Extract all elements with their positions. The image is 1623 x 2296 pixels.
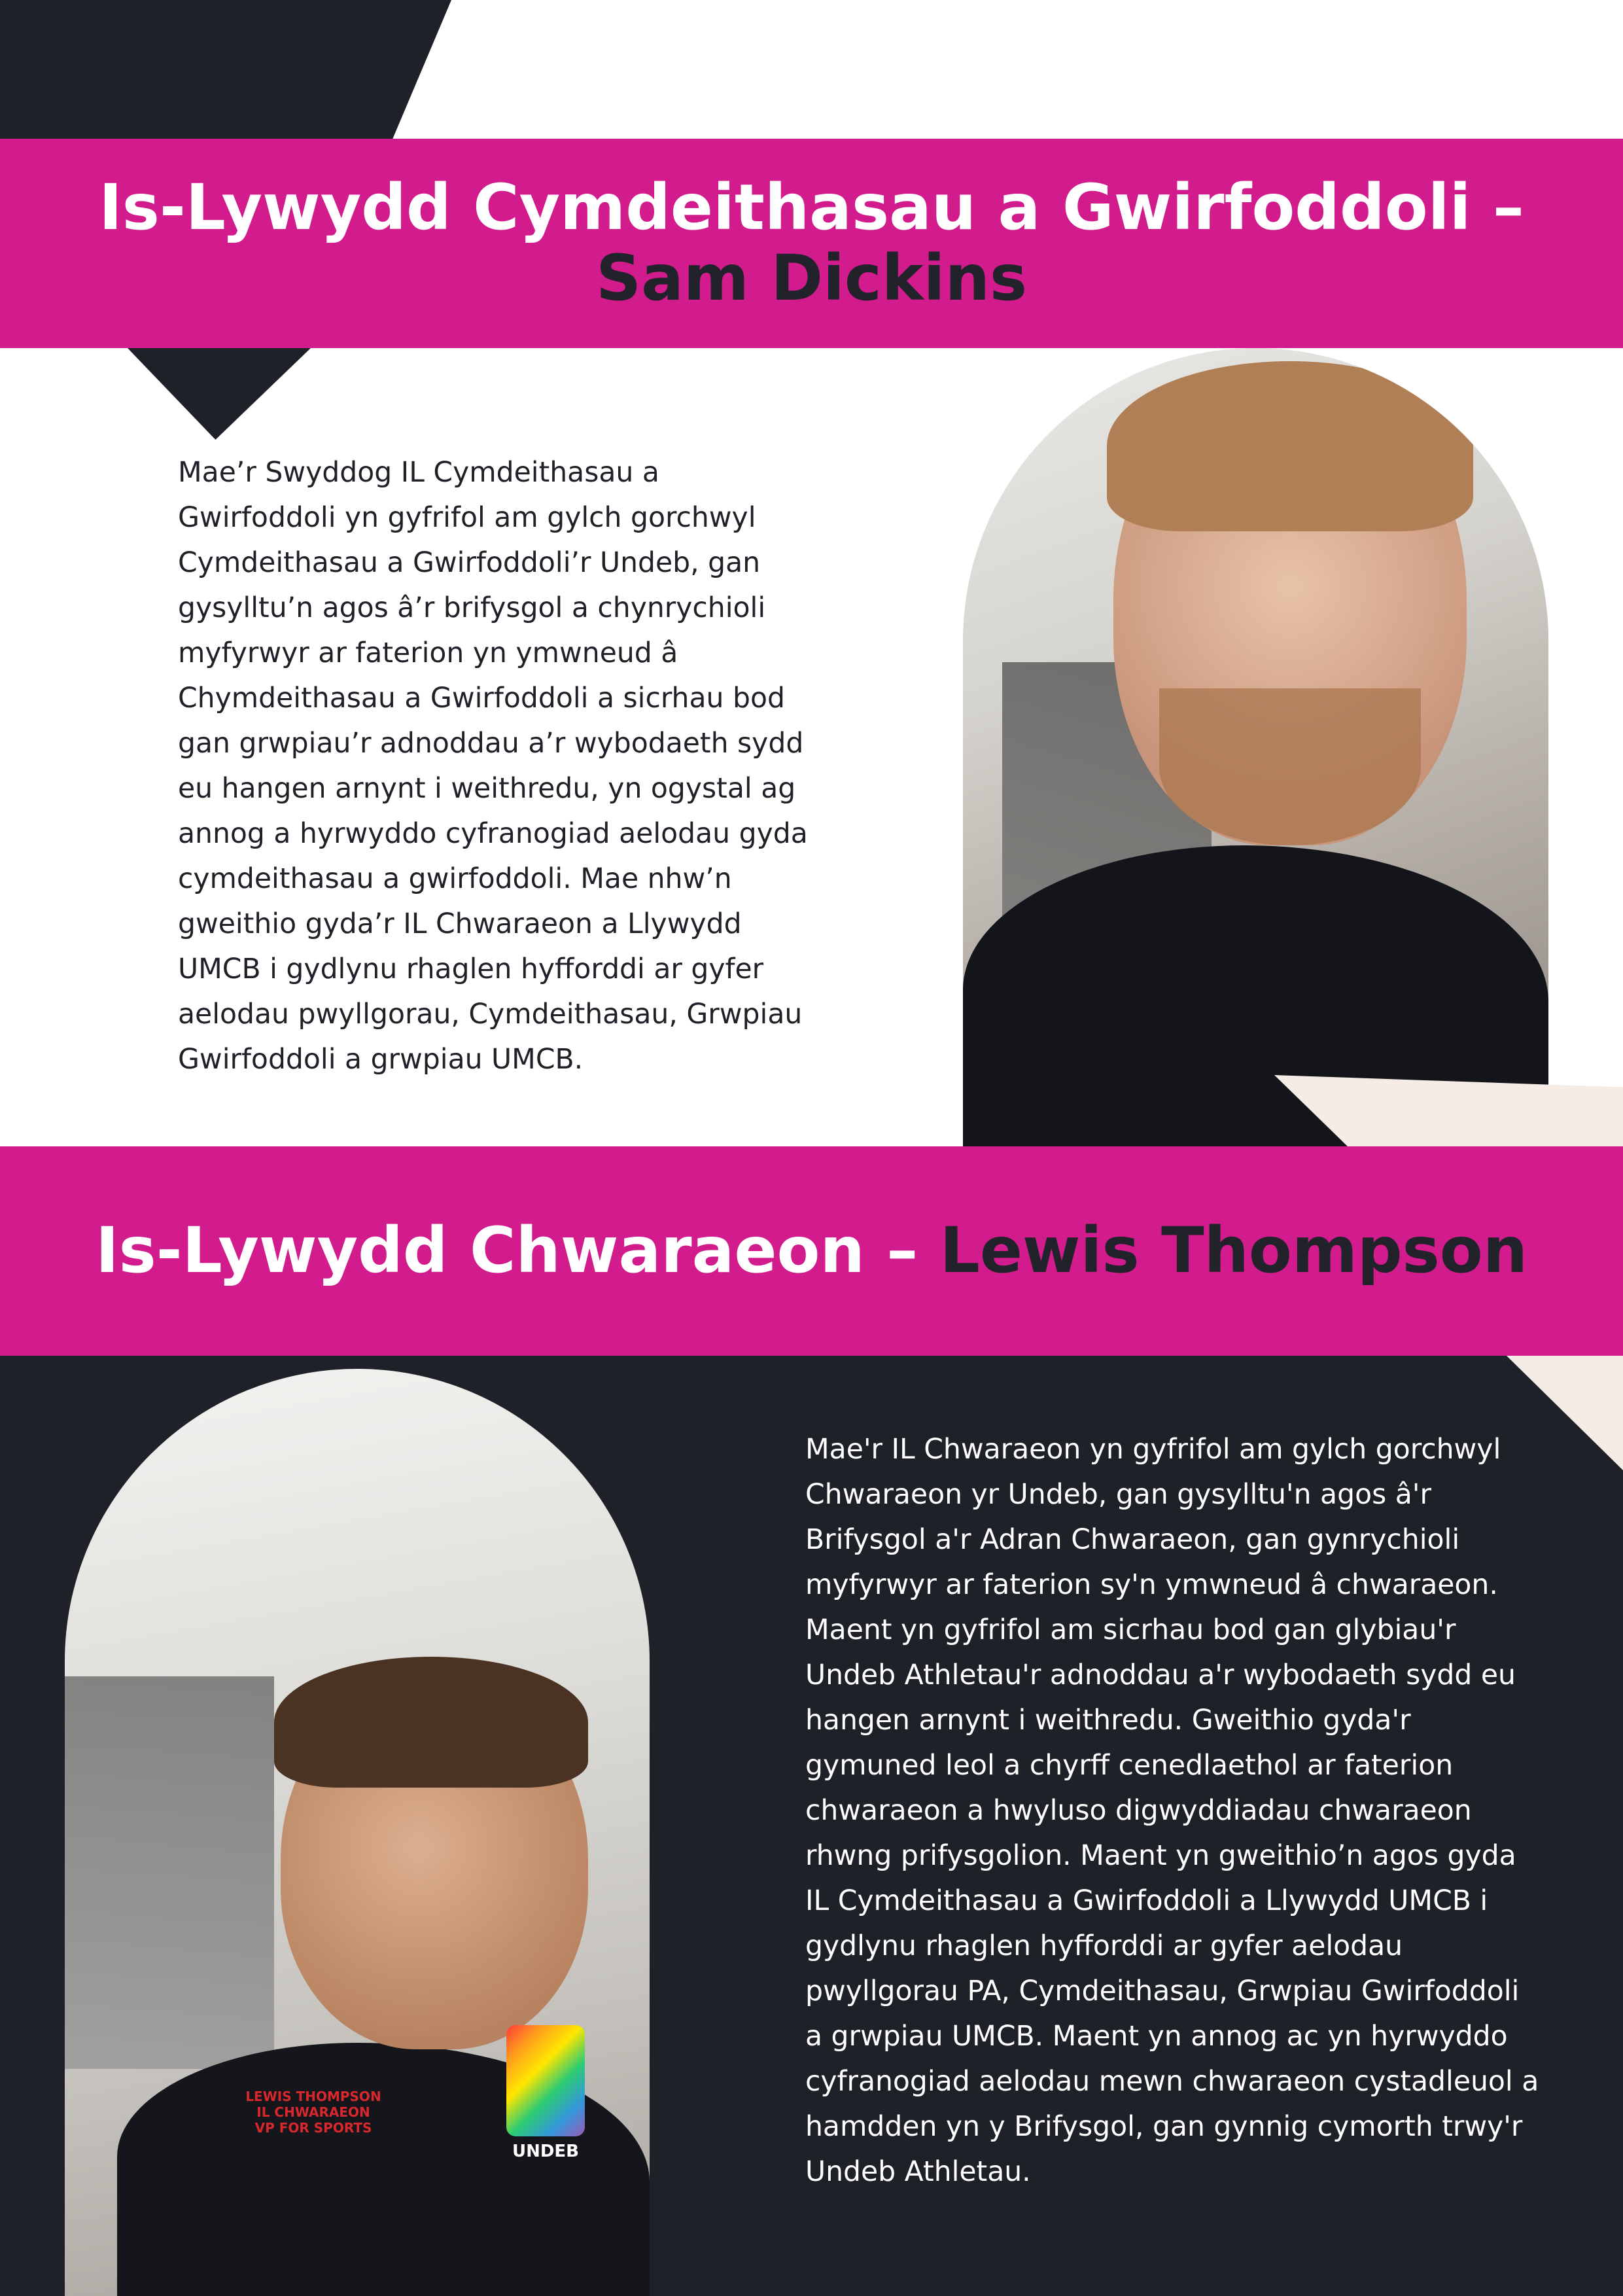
- section-2-name: Lewis Thompson: [939, 1214, 1528, 1288]
- section-2-role: Is-Lywydd Chwaraeon –: [95, 1214, 918, 1288]
- hair: [1107, 361, 1473, 531]
- decorative-dark-shape-top: [0, 0, 451, 139]
- section-1-heading: [0, 173, 1623, 313]
- undeb-logo: [506, 2025, 585, 2161]
- hair: [274, 1657, 588, 1788]
- section-2-heading-band: [0, 1146, 1623, 1356]
- portrait-lewis-thompson: [65, 1369, 650, 2296]
- decorative-dark-triangle: [128, 348, 311, 440]
- section-1-description: Mae’r Swyddog IL Cymdeithasau a Gwirfoddoli yn gyfrifol am gylch gorchwyl Cymdeithasau a Gwirfoddoli’r Undeb, gan gysylltu’n agos â’r brifysgol a chynrychioli myfyrwyr ar faterion yn ymwneud â Chymdeithasau a Gwirfoddoli a sicrhau bod gan grwpiau’r adnoddau a’r wybodaeth sydd eu hangen arnynt i weithredu, yn ogystal ag annog a hyrwyddo cyfranogiad aelodau gyda cymdeithasau a gwirfoddoli. Mae nhw’n gweithio gyda’r IL Chwaraeon a Llywydd UMCB i gydlynu rhaglen hyfforddi ar gyfer aelodau pwyllgorau, Cymdeithasau, Grwpiau Gwirfoddoli a grwpiau UMCB.: [178, 457, 808, 1076]
- embroidery-line: VP FOR SPORTS: [254, 2120, 372, 2136]
- section-2-description: Mae'r IL Chwaraeon yn gyfrifol am gylch gorchwyl Chwaraeon yr Undeb, gan gysylltu'n agos â'r Brifysgol a'r Adran Chwaraeon, gan gynrychioli myfyrwyr ar faterion sy'n ymwneud â chwaraeon. Maent yn gyfrifol am sicrhau bod gan glybiau'r Undeb Athletau'r adnoddau a'r wybodaeth sydd eu hangen arnynt i weithredu. Gweithio gyda'r gymuned leol a chyrff cenedlaethol ar faterion chwaraeon a hwyluso digwyddiadau chwaraeon rhwng prifysgolion. Maent yn gweithio’n agos gyda IL Cymdeithasau a Gwirfoddoli a Llywydd UMCB i gydlynu rhaglen hyfforddi ar gyfer aelodau pwyllgorau PA, Cymdeithasau, Grwpiau Gwirfoddoli a grwpiau UMCB. Maent yn annog ac yn hyrwyddo cyfranogiad aelodau mewn chwaraeon cystadleuol a hamdden yn y Brifysgol, gan gynnig cymorth trwy'r Undeb Athletau.: [805, 1434, 1539, 2188]
- shirt-embroidery: [222, 2089, 405, 2136]
- beard: [1159, 688, 1421, 845]
- section-1-heading-band: [0, 139, 1623, 348]
- section-1-name: Sam Dickins: [595, 241, 1028, 315]
- photo-background: [65, 1676, 274, 2069]
- portrait-sam-dickins: [963, 348, 1548, 1146]
- section-2-heading: [30, 1216, 1593, 1286]
- section-1-role: Is-Lywydd Cymdeithasau a Gwirfoddoli –: [99, 171, 1524, 245]
- embroidery-line: IL CHWARAEON: [256, 2104, 370, 2120]
- logo-text: UNDEB: [512, 2142, 580, 2161]
- embroidery-line: LEWIS THOMPSON: [245, 2089, 381, 2104]
